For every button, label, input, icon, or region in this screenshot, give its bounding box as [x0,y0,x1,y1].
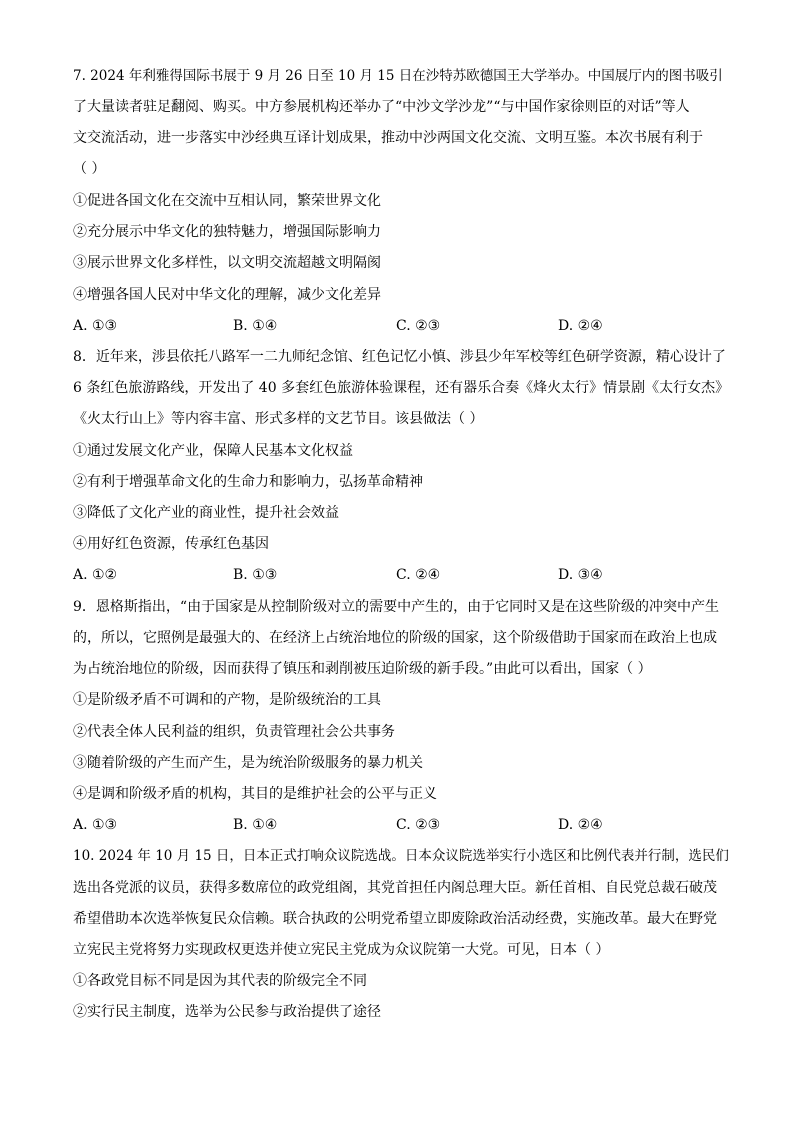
q7-statement-2: ②充分展示中华文化的独特魅力，增强国际影响力 [73,224,381,240]
q9-stem-line-3: 为占统治地位的阶级，因而获得了镇压和剥削被压迫阶级的新手段。”由此可以看出，国家（ ） [73,661,652,677]
q7-option-c: C. ②③ [396,318,441,334]
q9-stem-line-2: 的，所以，它照例是最强大的、在经济上占统治地位的阶级的国家，这个阶级借助于国家而在政治上也成 [73,630,717,646]
q7-stem-line-2: 了大量读者驻足翻阅、购买。中方参展机构还举办了“中沙文学沙龙”“与中国作家徐则臣的对话”等人 [73,99,690,115]
q8-options [73,565,733,585]
q10-statement-2: ②实行民主制度，选举为公民参与政治提供了途径 [73,1004,381,1020]
q9-option-a: A. ①③ [73,817,118,833]
q10-statement-1: ①各政党目标不同是因为其代表的阶级完全不同 [73,973,367,989]
q8-statement-2: ②有利于增强革命文化的生命力和影响力，弘扬革命精神 [73,474,423,490]
q7-statement-4: ④增强各国人民对中华文化的理解，减少文化差异 [73,287,381,303]
q9-stem-line-1: 9．恩格斯指出，“由于国家是从控制阶级对立的需要中产生的，由于它同时又是在这些阶级的冲突中产生 [73,599,720,615]
q7-stem-line-1: 7. 2024 年利雅得国际书展于 9 月 26 日至 10 月 15 日在沙特苏欧德国王大学举办。中国展厅内的图书吸引 [73,68,723,84]
q9-statement-3: ③随着阶级的产生而产生，是为统治阶级服务的暴力机关 [73,755,423,771]
q9-statement-1: ①是阶级矛盾不可调和的产物，是阶级统治的工具 [73,692,381,708]
q7-option-b: B. ①④ [233,318,278,334]
q8-option-a: A. ①② [73,567,118,583]
q9-option-d: D. ②④ [558,817,603,833]
q7-stem-line-4: （ ） [73,161,106,177]
q8-statement-3: ③降低了文化产业的商业性，提升社会效益 [73,505,339,521]
q10-stem-line-2: 选出各党派的议员，获得多数席位的政党组阁，其党首担任内阁总理大臣。新任首相、自民党总裁石破茂 [73,880,717,896]
q7-statement-3: ③展示世界文化多样性，以文明交流超越文明隔阂 [73,255,381,271]
q8-statement-4: ④用好红色资源，传承红色基因 [73,536,269,552]
q8-stem-line-3: 《火太行山上》等内容丰富、形式多样的文艺节目。该县做法（ ） [73,411,484,427]
q9-options [73,815,733,835]
q7-option-d: D. ②④ [558,318,603,334]
q8-stem-line-2: 6 条红色旅游路线，开发出了 40 多套红色旅游体验课程，还有器乐合奏《烽火太行》情景剧《太行女杰》 [73,380,730,396]
q8-option-d: D. ③④ [558,567,603,583]
q8-option-c: C. ②④ [396,567,441,583]
q7-stem-line-3: 文交流活动，进一步落实中沙经典互译计划成果，推动中沙两国文化交流、文明互鉴。本次书展有利于 [73,130,703,146]
q9-statement-4: ④是调和阶级矛盾的机构，其目的是维护社会的公平与正义 [73,786,437,802]
q9-option-b: B. ①④ [233,817,278,833]
q10-stem-line-4: 立宪民主党将努力实现政权更迭并使立宪民主党成为众议院第一大党。可见，日本（ ） [73,942,610,958]
q9-statement-2: ②代表全体人民利益的组织，负责管理社会公共事务 [73,724,395,740]
q7-options [73,316,733,336]
q10-stem-line-3: 希望借助本次选举恢复民众信赖。联合执政的公明党希望立即废除政治活动经费，实施改革。最大在野党 [73,911,717,927]
q8-option-b: B. ①③ [233,567,278,583]
q9-option-c: C. ②③ [396,817,441,833]
q10-stem-line-1: 10. 2024 年 10 月 15 日，日本正式打响众议院选战。日本众议院选举实行小选区和比例代表并行制，选民们 [73,848,729,864]
q7-statement-1: ①促进各国文化在交流中互相认同，繁荣世界文化 [73,193,381,209]
q7-option-a: A. ①③ [73,318,118,334]
q8-stem-line-1: 8．近年来，涉县依托八路军一二九师纪念馆、红色记忆小慎、涉县少年军校等红色研学资源，精心设计了 [73,349,726,365]
q8-statement-1: ①通过发展文化产业，保障人民基本文化权益 [73,443,353,459]
